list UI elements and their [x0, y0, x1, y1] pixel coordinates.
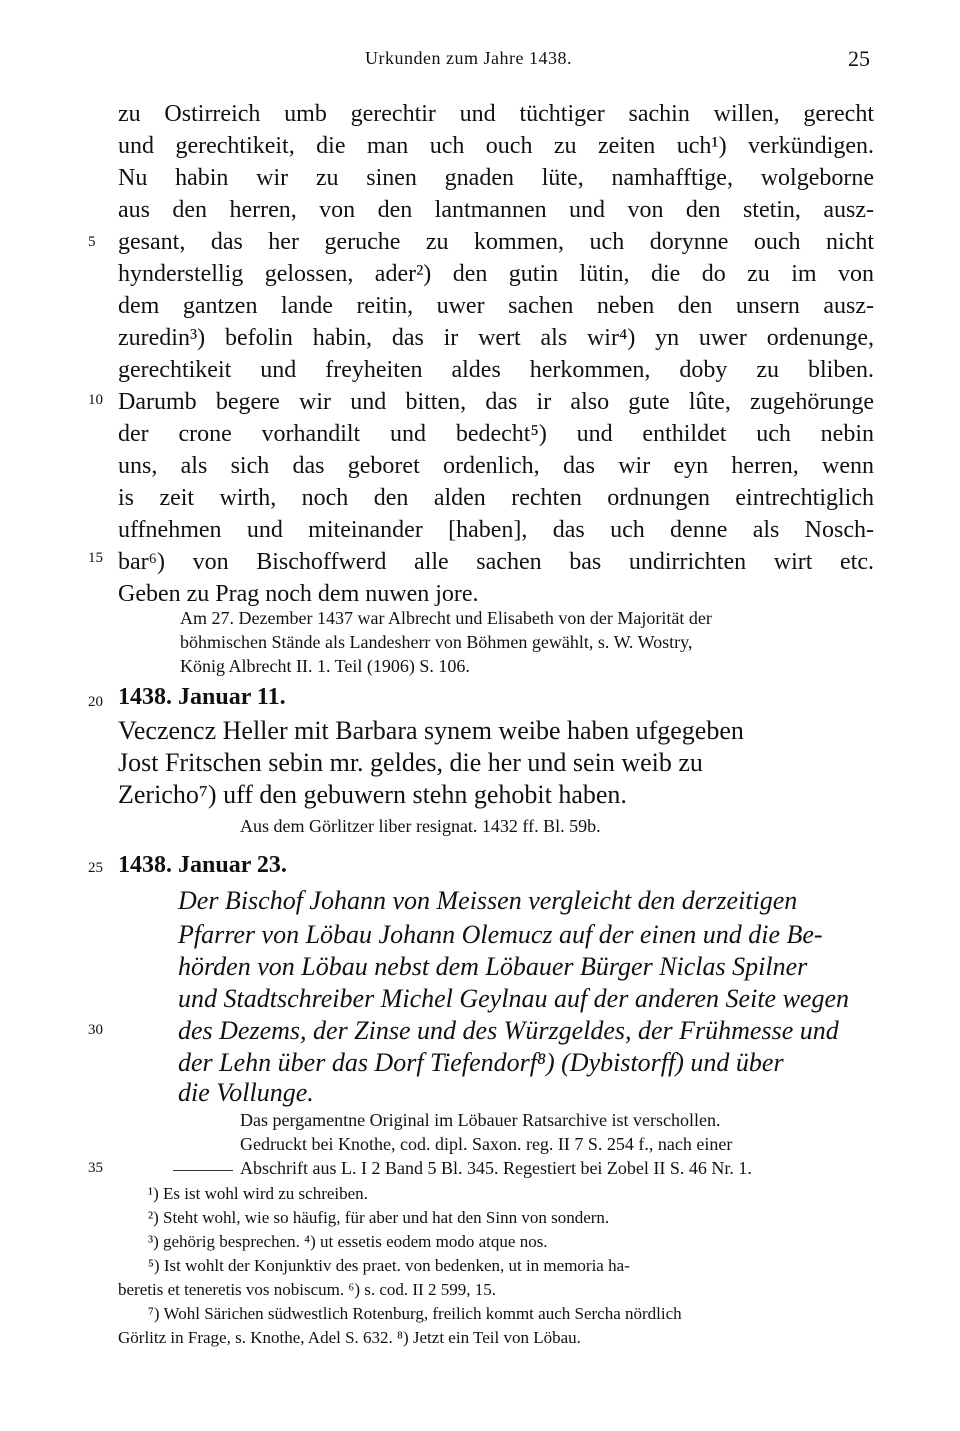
- editorial-note-line: böhmischen Stände als Landesherr von Böhmen gewählt, s. W. Wostry,: [180, 632, 693, 652]
- regest-line: des Dezems, der Zinse und des Würzgeldes, der Frühmesse und: [178, 1016, 839, 1045]
- text-line: uns, als sich das geboret ordenlich, das wir eyn herren, wenn: [118, 453, 874, 479]
- regest-line: Pfarrer von Löbau Johann Olemucz auf der einen und die Be-: [178, 920, 823, 949]
- source-note: Aus dem Görlitzer liber resignat. 1432 ff. Bl. 59b.: [240, 816, 601, 836]
- footnote-rule: [173, 1170, 233, 1171]
- text-line: zu Ostirreich umb gerechtir und tüchtiger sachin willen, gerecht: [118, 101, 874, 127]
- line-number: 30: [88, 1022, 103, 1038]
- text-line: der crone vorhandilt und bedecht⁵) und enthildet uch nebin: [118, 421, 874, 447]
- regest-line: die Vollunge.: [178, 1078, 314, 1107]
- footnote: ⁷) Wohl Särichen südwestlich Rotenburg, freilich kommt auch Sercha nördlich: [148, 1304, 682, 1323]
- text-line: Veczencz Heller mit Barbara synem weibe haben ufgegeben: [118, 716, 744, 745]
- text-line: aus den herren, von den lantmannen und von den stetin, ausz-: [118, 197, 874, 223]
- text-line: Zericho⁷) uff den gebuwern stehn gehobit haben.: [118, 780, 627, 809]
- editorial-note-line: König Albrecht II. 1. Teil (1906) S. 106.: [180, 656, 470, 676]
- entry-heading: 1438. Januar 23.: [118, 852, 287, 878]
- footnote: ⁵) Ist wohlt der Konjunktiv des praet. von bedenken, ut in memoria ha-: [148, 1256, 630, 1275]
- text-line: dem gantzen lande reitin, uwer sachen neben den unsern ausz-: [118, 293, 874, 319]
- text-line: hynderstellig gelossen, ader²) den gutin lütin, die do zu im von: [118, 261, 874, 287]
- line-number: 35: [88, 1160, 103, 1176]
- footnote: ¹) Es ist wohl wird zu schreiben.: [148, 1184, 368, 1203]
- footnote: ³) gehörig besprechen. ⁴) ut essetis eodem modo atque nos.: [148, 1232, 548, 1251]
- editorial-note-line: Abschrift aus L. I 2 Band 5 Bl. 345. Regestiert bei Zobel II S. 46 Nr. 1.: [240, 1158, 752, 1178]
- editorial-note-line: Das pergamentne Original im Löbauer Ratsarchive ist verschollen.: [240, 1110, 721, 1130]
- editorial-note-line: Am 27. Dezember 1437 war Albrecht und Elisabeth von der Majorität der: [180, 608, 712, 628]
- text-line: gesant, das her geruche zu kommen, uch dorynne ouch nicht: [118, 229, 874, 255]
- regest-line: der Lehn über das Dorf Tiefendorf⁸) (Dybistorff) und über: [178, 1048, 784, 1077]
- text-line: uffnehmen und miteinander [haben], das uch denne als Nosch-: [118, 517, 874, 543]
- regest-line: und Stadtschreiber Michel Geylnau auf der anderen Seite wegen: [178, 984, 850, 1013]
- text-line: Darumb begere wir und bitten, das ir also gute lûte, zugehörunge: [118, 389, 874, 415]
- line-number: 25: [88, 860, 103, 876]
- entry-heading: 1438. Januar 11.: [118, 684, 286, 710]
- line-number: 5: [88, 234, 96, 250]
- footnote: ²) Steht wohl, wie so häufig, für aber und hat den Sinn von sondern.: [148, 1208, 610, 1227]
- line-number: 20: [88, 694, 103, 710]
- editorial-note-line: Gedruckt bei Knothe, cod. dipl. Saxon. reg. II 7 S. 254 f., nach einer: [240, 1134, 733, 1154]
- text-line: zuredin³) befolin habin, das ir wert als wir⁴) yn uwer ordenunge,: [118, 325, 874, 351]
- text-line: Jost Fritschen sebin mr. geldes, die her und sein weib zu: [118, 748, 703, 777]
- regest-line: Der Bischof Johann von Meissen vergleicht den derzeitigen: [178, 886, 798, 915]
- page-number: 25: [848, 46, 870, 71]
- text-line: und gerechtikeit, die man uch ouch zu zeiten uch¹) verkündigen.: [118, 133, 874, 159]
- text-line: Geben zu Prag noch dem nuwen jore.: [118, 581, 479, 607]
- running-header: Urkunden zum Jahre 1438.: [365, 48, 572, 68]
- regest-line: hörden von Löbau nebst dem Löbauer Bürger Niclas Spilner: [178, 952, 808, 981]
- text-line: gerechtikeit und freyheiten aldes herkommen, doby zu bliben.: [118, 357, 874, 383]
- text-line: is zeit wirth, noch den alden rechten ordnungen eintrechtiglich: [118, 485, 874, 511]
- footnote: Görlitz in Frage, s. Knothe, Adel S. 632. ⁸) Jetzt ein Teil von Löbau.: [118, 1328, 581, 1347]
- line-number: 15: [88, 550, 103, 566]
- footnote: beretis et teneretis vos nobiscum. ⁶) s. cod. II 2 599, 15.: [118, 1280, 496, 1299]
- line-number: 10: [88, 392, 103, 408]
- text-line: Nu habin wir zu sinen gnaden lüte, namhafftige, wolgeborne: [118, 165, 874, 191]
- text-line: bar⁶) von Bischoffwerd alle sachen bas undirrichten wirt etc.: [118, 549, 874, 575]
